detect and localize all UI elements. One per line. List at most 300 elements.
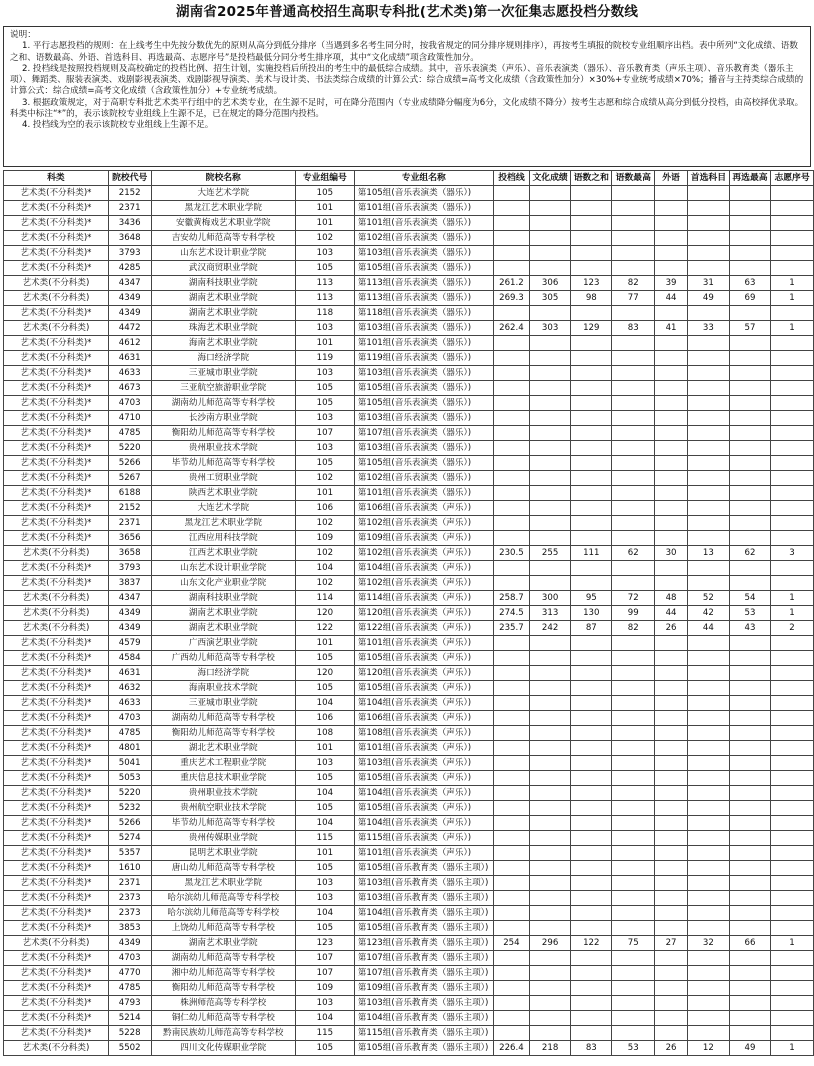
table-cell: 第102组(音乐表演类（声乐）) bbox=[354, 546, 493, 561]
table-cell: 4710 bbox=[108, 411, 151, 426]
table-cell: 1 bbox=[771, 606, 814, 621]
table-cell bbox=[729, 996, 770, 1011]
table-cell: 106 bbox=[295, 711, 354, 726]
table-row bbox=[4, 366, 814, 381]
table-cell: 第105组(音乐表演类（声乐）) bbox=[354, 801, 493, 816]
table-cell: 艺术类(不分科类)* bbox=[4, 516, 109, 531]
table-cell: 111 bbox=[571, 546, 612, 561]
column-header: 科类 bbox=[4, 171, 109, 186]
table-cell bbox=[530, 1026, 571, 1041]
table-cell bbox=[612, 501, 655, 516]
table-cell: 1610 bbox=[108, 861, 151, 876]
table-cell bbox=[493, 561, 529, 576]
table-cell bbox=[612, 336, 655, 351]
table-cell bbox=[687, 966, 729, 981]
column-header: 院校名称 bbox=[151, 171, 295, 186]
table-cell: 242 bbox=[530, 621, 571, 636]
table-cell: 101 bbox=[295, 741, 354, 756]
table-cell bbox=[771, 741, 814, 756]
table-cell: 101 bbox=[295, 846, 354, 861]
column-header: 投档线 bbox=[493, 171, 529, 186]
table-cell: 122 bbox=[571, 936, 612, 951]
table-cell bbox=[493, 981, 529, 996]
table-row bbox=[4, 726, 814, 741]
table-cell bbox=[655, 501, 688, 516]
table-cell bbox=[612, 366, 655, 381]
table-cell: 105 bbox=[295, 651, 354, 666]
table-cell: 第109组(音乐教育类（器乐主项）) bbox=[354, 981, 493, 996]
table-cell bbox=[771, 561, 814, 576]
table-cell: 6188 bbox=[108, 486, 151, 501]
table-cell bbox=[655, 636, 688, 651]
table-cell bbox=[493, 531, 529, 546]
table-row bbox=[4, 1011, 814, 1026]
table-cell: 第103组(音乐表演类（器乐）) bbox=[354, 246, 493, 261]
table-cell bbox=[612, 771, 655, 786]
table-cell bbox=[771, 441, 814, 456]
table-cell: 3837 bbox=[108, 576, 151, 591]
table-cell bbox=[771, 1011, 814, 1026]
table-cell: 5041 bbox=[108, 756, 151, 771]
table-cell bbox=[687, 201, 729, 216]
table-cell: 第107组(音乐表演类（器乐）) bbox=[354, 426, 493, 441]
table-cell bbox=[530, 246, 571, 261]
table-cell: 230.5 bbox=[493, 546, 529, 561]
table-cell: 哈尔滨幼儿师范高等专科学校 bbox=[151, 891, 295, 906]
table-row bbox=[4, 351, 814, 366]
table-cell bbox=[655, 366, 688, 381]
table-cell: 第105组(音乐教育类（器乐主项）) bbox=[354, 861, 493, 876]
table-cell bbox=[729, 456, 770, 471]
table-cell bbox=[729, 696, 770, 711]
table-cell: 115 bbox=[295, 831, 354, 846]
table-cell bbox=[655, 261, 688, 276]
table-cell: 53 bbox=[729, 606, 770, 621]
table-cell: 艺术类(不分科类)* bbox=[4, 351, 109, 366]
table-cell: 44 bbox=[687, 621, 729, 636]
table-cell bbox=[729, 561, 770, 576]
table-cell bbox=[771, 666, 814, 681]
table-cell bbox=[729, 816, 770, 831]
table-cell: 4349 bbox=[108, 606, 151, 621]
column-header: 再选最高 bbox=[729, 171, 770, 186]
table-cell bbox=[493, 921, 529, 936]
table-cell bbox=[771, 486, 814, 501]
table-cell: 44 bbox=[655, 606, 688, 621]
table-cell: 4703 bbox=[108, 396, 151, 411]
table-cell bbox=[771, 501, 814, 516]
table-cell bbox=[771, 711, 814, 726]
table-cell bbox=[655, 996, 688, 1011]
table-cell: 103 bbox=[295, 411, 354, 426]
note-item: 1. 平行志愿投档的规则：在上线考生中先按分数优先的原则从高分到低分排序（当遇到多名考生同分时，按我省规定的同分排序规则排序），再按考生填报的院校专业组顺序出档。表中所列“文化成绩、语数之和、语数最高、外语、首选科目、再选最高、志愿序号”是投档最低分同分考生排序项，其中“文化成绩”项含政策性加分。 bbox=[10, 41, 798, 63]
table-cell bbox=[771, 426, 814, 441]
table-cell bbox=[530, 411, 571, 426]
table-cell bbox=[612, 651, 655, 666]
table-cell bbox=[530, 921, 571, 936]
table-cell bbox=[771, 921, 814, 936]
table-cell bbox=[530, 351, 571, 366]
table-cell: 艺术类(不分科类)* bbox=[4, 411, 109, 426]
table-cell bbox=[612, 261, 655, 276]
table-cell: 艺术类(不分科类)* bbox=[4, 741, 109, 756]
table-cell: 5232 bbox=[108, 801, 151, 816]
table-row bbox=[4, 531, 814, 546]
table-cell: 2 bbox=[771, 621, 814, 636]
table-cell: 4793 bbox=[108, 996, 151, 1011]
table-cell: 129 bbox=[571, 321, 612, 336]
table-cell: 第107组(音乐教育类（器乐主项）) bbox=[354, 951, 493, 966]
column-header: 志愿序号 bbox=[771, 171, 814, 186]
table-cell: 江西应用科技学院 bbox=[151, 531, 295, 546]
table-cell: 第105组(音乐表演类（器乐）) bbox=[354, 381, 493, 396]
table-cell bbox=[571, 411, 612, 426]
table-cell bbox=[530, 486, 571, 501]
table-cell: 99 bbox=[612, 606, 655, 621]
table-row bbox=[4, 816, 814, 831]
table-cell bbox=[729, 426, 770, 441]
table-cell: 艺术类(不分科类)* bbox=[4, 756, 109, 771]
table-row bbox=[4, 966, 814, 981]
table-cell bbox=[771, 456, 814, 471]
table-cell bbox=[530, 576, 571, 591]
table-cell bbox=[655, 186, 688, 201]
table-row bbox=[4, 996, 814, 1011]
table-cell: 83 bbox=[571, 1041, 612, 1056]
table-cell: 218 bbox=[530, 1041, 571, 1056]
table-cell: 32 bbox=[687, 936, 729, 951]
table-cell: 3853 bbox=[108, 921, 151, 936]
table-cell: 第101组(音乐表演类（器乐）) bbox=[354, 216, 493, 231]
table-cell bbox=[612, 711, 655, 726]
table-row bbox=[4, 396, 814, 411]
table-cell bbox=[493, 1011, 529, 1026]
table-cell bbox=[687, 486, 729, 501]
table-cell bbox=[612, 186, 655, 201]
table-cell: 113 bbox=[295, 291, 354, 306]
table-cell bbox=[493, 636, 529, 651]
table-cell: 4347 bbox=[108, 276, 151, 291]
table-cell: 109 bbox=[295, 531, 354, 546]
table-cell bbox=[571, 216, 612, 231]
table-cell: 226.4 bbox=[493, 1041, 529, 1056]
table-cell: 105 bbox=[295, 1041, 354, 1056]
table-cell bbox=[493, 966, 529, 981]
table-row bbox=[4, 681, 814, 696]
table-cell: 62 bbox=[729, 546, 770, 561]
table-row bbox=[4, 621, 814, 636]
table-cell: 大连艺术学院 bbox=[151, 186, 295, 201]
table-cell: 103 bbox=[295, 891, 354, 906]
table-cell bbox=[687, 726, 729, 741]
table-cell bbox=[687, 666, 729, 681]
table-cell bbox=[771, 261, 814, 276]
table-cell bbox=[655, 711, 688, 726]
table-cell bbox=[771, 231, 814, 246]
table-cell bbox=[530, 996, 571, 1011]
table-row bbox=[4, 216, 814, 231]
table-cell bbox=[493, 516, 529, 531]
table-cell bbox=[729, 516, 770, 531]
table-row bbox=[4, 741, 814, 756]
table-cell bbox=[571, 261, 612, 276]
table-cell bbox=[655, 576, 688, 591]
table-cell: 第103组(音乐教育类（器乐主项）) bbox=[354, 891, 493, 906]
table-cell bbox=[655, 861, 688, 876]
table-cell bbox=[493, 576, 529, 591]
table-cell bbox=[530, 651, 571, 666]
table-cell: 第103组(音乐表演类（声乐）) bbox=[354, 756, 493, 771]
table-cell: 4673 bbox=[108, 381, 151, 396]
table-cell bbox=[571, 246, 612, 261]
table-cell bbox=[655, 831, 688, 846]
table-cell: 衡阳幼儿师范高等专科学校 bbox=[151, 726, 295, 741]
table-row bbox=[4, 771, 814, 786]
table-cell bbox=[771, 861, 814, 876]
table-cell: 4349 bbox=[108, 621, 151, 636]
table-cell: 唐山幼儿师范高等专科学校 bbox=[151, 861, 295, 876]
table-cell bbox=[571, 561, 612, 576]
table-cell bbox=[655, 666, 688, 681]
table-row bbox=[4, 906, 814, 921]
table-cell bbox=[687, 1011, 729, 1026]
table-cell bbox=[571, 351, 612, 366]
table-cell: 艺术类(不分科类) bbox=[4, 591, 109, 606]
table-cell bbox=[771, 831, 814, 846]
table-cell bbox=[687, 396, 729, 411]
table-cell: 4633 bbox=[108, 696, 151, 711]
table-cell: 第104组(音乐表演类（声乐）) bbox=[354, 696, 493, 711]
table-cell bbox=[771, 516, 814, 531]
table-cell bbox=[571, 396, 612, 411]
table-cell bbox=[729, 411, 770, 426]
table-row bbox=[4, 456, 814, 471]
table-cell: 艺术类(不分科类)* bbox=[4, 561, 109, 576]
table-cell bbox=[655, 951, 688, 966]
table-cell: 四川文化传媒职业学院 bbox=[151, 1041, 295, 1056]
table-cell bbox=[771, 366, 814, 381]
table-cell bbox=[771, 966, 814, 981]
table-row bbox=[4, 756, 814, 771]
table-cell bbox=[729, 486, 770, 501]
table-cell: 艺术类(不分科类) bbox=[4, 606, 109, 621]
table-cell: 261.2 bbox=[493, 276, 529, 291]
table-cell bbox=[655, 816, 688, 831]
table-cell bbox=[729, 366, 770, 381]
table-cell bbox=[655, 966, 688, 981]
table-cell: 艺术类(不分科类)* bbox=[4, 636, 109, 651]
table-cell: 4349 bbox=[108, 291, 151, 306]
table-cell: 1 bbox=[771, 291, 814, 306]
table-cell: 303 bbox=[530, 321, 571, 336]
table-cell bbox=[655, 516, 688, 531]
table-cell bbox=[687, 696, 729, 711]
table-cell bbox=[771, 996, 814, 1011]
table-cell bbox=[493, 801, 529, 816]
table-cell bbox=[729, 261, 770, 276]
table-cell: 第109组(音乐表演类（声乐）) bbox=[354, 531, 493, 546]
table-cell bbox=[530, 801, 571, 816]
table-cell: 第113组(音乐表演类（器乐）) bbox=[354, 276, 493, 291]
table-cell: 5502 bbox=[108, 1041, 151, 1056]
table-row bbox=[4, 546, 814, 561]
table-cell bbox=[612, 816, 655, 831]
table-cell: 湖南艺术职业学院 bbox=[151, 291, 295, 306]
table-cell bbox=[493, 486, 529, 501]
table-cell: 235.7 bbox=[493, 621, 529, 636]
table-cell: 118 bbox=[295, 306, 354, 321]
table-cell bbox=[729, 636, 770, 651]
table-cell bbox=[687, 246, 729, 261]
table-cell: 衡阳幼儿师范高等专科学校 bbox=[151, 981, 295, 996]
table-cell bbox=[530, 966, 571, 981]
table-cell bbox=[530, 396, 571, 411]
table-cell bbox=[493, 456, 529, 471]
table-cell: 104 bbox=[295, 786, 354, 801]
table-cell bbox=[771, 756, 814, 771]
table-cell: 119 bbox=[295, 351, 354, 366]
table-cell bbox=[729, 231, 770, 246]
table-cell: 武汉商贸职业学院 bbox=[151, 261, 295, 276]
table-cell: 101 bbox=[295, 636, 354, 651]
table-row bbox=[4, 951, 814, 966]
table-cell bbox=[493, 336, 529, 351]
table-cell bbox=[571, 516, 612, 531]
table-cell: 2371 bbox=[108, 516, 151, 531]
table-row bbox=[4, 186, 814, 201]
table-cell bbox=[612, 666, 655, 681]
table-row bbox=[4, 561, 814, 576]
table-cell: 三亚城市职业学院 bbox=[151, 696, 295, 711]
table-cell: 陕西艺术职业学院 bbox=[151, 486, 295, 501]
table-row bbox=[4, 516, 814, 531]
table-cell bbox=[530, 846, 571, 861]
table-cell: 艺术类(不分科类)* bbox=[4, 786, 109, 801]
table-cell bbox=[687, 306, 729, 321]
table-cell: 第122组(音乐表演类（声乐）) bbox=[354, 621, 493, 636]
table-cell bbox=[571, 876, 612, 891]
table-cell: 4347 bbox=[108, 591, 151, 606]
table-row bbox=[4, 636, 814, 651]
table-cell bbox=[530, 561, 571, 576]
table-cell bbox=[530, 786, 571, 801]
table-cell bbox=[729, 711, 770, 726]
table-cell bbox=[612, 741, 655, 756]
table-cell: 三亚航空旅游职业学院 bbox=[151, 381, 295, 396]
table-cell bbox=[655, 411, 688, 426]
table-row bbox=[4, 471, 814, 486]
table-cell: 44 bbox=[655, 291, 688, 306]
table-cell bbox=[687, 381, 729, 396]
table-cell bbox=[571, 846, 612, 861]
table-cell: 艺术类(不分科类)* bbox=[4, 1011, 109, 1026]
table-cell: 4703 bbox=[108, 951, 151, 966]
score-table bbox=[3, 170, 814, 1056]
table-cell: 102 bbox=[295, 231, 354, 246]
table-cell bbox=[687, 876, 729, 891]
table-cell: 黑龙江艺术职业学院 bbox=[151, 201, 295, 216]
table-cell bbox=[530, 876, 571, 891]
table-cell: 艺术类(不分科类)* bbox=[4, 246, 109, 261]
table-row bbox=[4, 801, 814, 816]
table-cell: 艺术类(不分科类) bbox=[4, 936, 109, 951]
table-cell: 4349 bbox=[108, 306, 151, 321]
table-cell: 102 bbox=[295, 516, 354, 531]
table-cell: 4349 bbox=[108, 936, 151, 951]
table-row bbox=[4, 411, 814, 426]
table-cell bbox=[655, 441, 688, 456]
table-cell: 130 bbox=[571, 606, 612, 621]
table-cell: 104 bbox=[295, 906, 354, 921]
table-cell: 第104组(音乐教育类（器乐主项）) bbox=[354, 1011, 493, 1026]
table-cell: 105 bbox=[295, 861, 354, 876]
table-cell: 4579 bbox=[108, 636, 151, 651]
table-cell: 艺术类(不分科类)* bbox=[4, 696, 109, 711]
table-cell bbox=[771, 1026, 814, 1041]
table-cell: 113 bbox=[295, 276, 354, 291]
table-cell: 101 bbox=[295, 216, 354, 231]
table-cell bbox=[687, 891, 729, 906]
table-cell bbox=[655, 756, 688, 771]
table-cell: 115 bbox=[295, 1026, 354, 1041]
table-cell bbox=[771, 246, 814, 261]
table-cell bbox=[655, 336, 688, 351]
table-cell: 33 bbox=[687, 321, 729, 336]
table-cell bbox=[771, 696, 814, 711]
table-cell bbox=[493, 381, 529, 396]
table-cell bbox=[493, 201, 529, 216]
table-cell: 第123组(音乐教育类（器乐主项）) bbox=[354, 936, 493, 951]
table-cell: 255 bbox=[530, 546, 571, 561]
table-row bbox=[4, 441, 814, 456]
table-cell: 53 bbox=[612, 1041, 655, 1056]
table-cell: 2373 bbox=[108, 906, 151, 921]
table-cell bbox=[571, 741, 612, 756]
table-cell: 广西演艺职业学院 bbox=[151, 636, 295, 651]
table-cell: 山东艺术设计职业学院 bbox=[151, 561, 295, 576]
table-cell bbox=[493, 501, 529, 516]
table-cell bbox=[687, 996, 729, 1011]
table-cell: 1 bbox=[771, 936, 814, 951]
table-cell bbox=[655, 531, 688, 546]
table-cell bbox=[530, 906, 571, 921]
table-cell: 12 bbox=[687, 1041, 729, 1056]
table-cell bbox=[655, 726, 688, 741]
table-cell: 艺术类(不分科类) bbox=[4, 291, 109, 306]
table-cell bbox=[493, 666, 529, 681]
table-cell: 109 bbox=[295, 981, 354, 996]
table-cell bbox=[729, 741, 770, 756]
table-cell: 湖南艺术职业学院 bbox=[151, 621, 295, 636]
table-cell bbox=[729, 666, 770, 681]
table-cell: 第115组(音乐教育类（器乐主项）) bbox=[354, 1026, 493, 1041]
table-cell bbox=[729, 891, 770, 906]
table-cell bbox=[493, 186, 529, 201]
table-cell bbox=[530, 891, 571, 906]
table-cell: 艺术类(不分科类) bbox=[4, 621, 109, 636]
table-cell bbox=[771, 981, 814, 996]
table-cell bbox=[729, 651, 770, 666]
table-cell bbox=[655, 231, 688, 246]
table-cell: 101 bbox=[295, 201, 354, 216]
table-cell bbox=[771, 726, 814, 741]
table-cell: 5266 bbox=[108, 456, 151, 471]
table-cell bbox=[530, 441, 571, 456]
table-cell: 艺术类(不分科类)* bbox=[4, 846, 109, 861]
table-cell bbox=[612, 966, 655, 981]
table-cell: 104 bbox=[295, 1011, 354, 1026]
table-cell bbox=[530, 681, 571, 696]
